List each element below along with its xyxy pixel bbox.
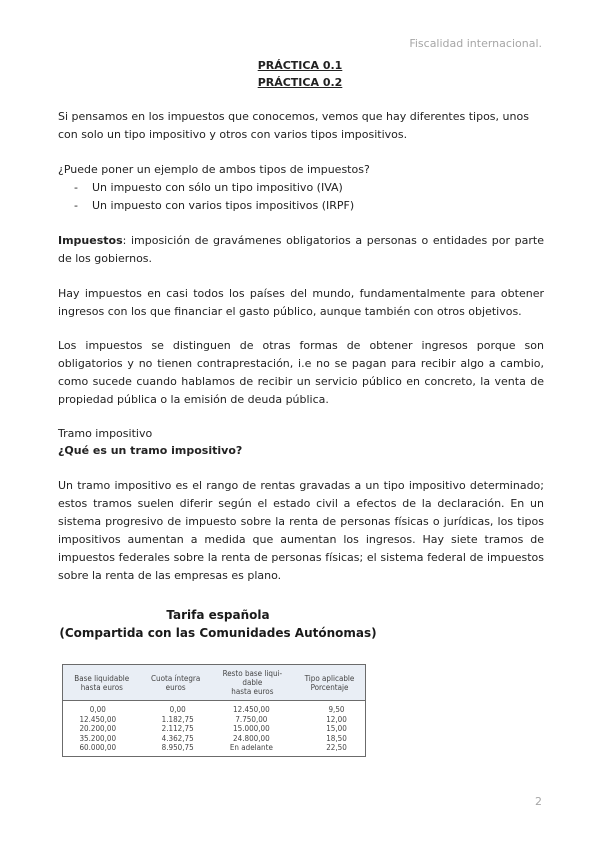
table-title-line-1: Tarifa española bbox=[166, 608, 270, 622]
list-item-text: Un impuesto con varios tipos impositivos (IRPF) bbox=[92, 199, 355, 212]
list-item-text: Un impuesto con sólo un tipo impositivo (IVA) bbox=[92, 181, 343, 194]
document-header: Fiscalidad internacional. bbox=[409, 37, 542, 50]
header-cuota-integra: Cuota íntegra euros bbox=[141, 665, 211, 701]
table-cell: 9,50 bbox=[328, 705, 345, 714]
table-cell: 0,00 bbox=[169, 705, 186, 714]
list-dash: - bbox=[74, 199, 78, 212]
table-cell: 1.182,75 bbox=[161, 714, 194, 724]
table-cell: 12.450,00 bbox=[79, 714, 117, 724]
table-cell: 12.450,00 bbox=[233, 705, 270, 714]
list-dash: - bbox=[74, 181, 78, 194]
table-cell: 18,50 bbox=[326, 733, 347, 743]
table-cell: 22,50 bbox=[326, 743, 347, 752]
table-cell: 60.000,00 bbox=[79, 743, 117, 752]
intro-paragraph: Si pensamos en los impuestos que conocemos, vemos que hay diferentes tipos, unos con solo un tipo impositivo y otros con varios tipos impositivos. bbox=[58, 110, 529, 141]
table-row bbox=[63, 724, 366, 734]
paragraph-countries: Hay impuestos en casi todos los países del mundo, fundamentalmente para obtener ingresos con los que financiar el gasto público, aunque también con otros objetivos. bbox=[58, 287, 544, 318]
paragraph-tramo-definition: Un tramo impositivo es el rango de rentas gravadas a un tipo impositivo determinado; estos tramos suelen diferir según el estado civil a efectos de la declaración. En un sistema progresivo de impuesto sobre la renta de personas físicas o jurídicas, los tipos impositivos aumentan a medida que aumentan los ingresos. Hay siete tramos de impuestos federales sobre la renta de personas físicas; el sistema federal de impuestos sobre la renta de las empresas es plano. bbox=[58, 479, 544, 582]
table-cell: 2.112,75 bbox=[161, 724, 194, 733]
table-cell: 0,00 bbox=[89, 705, 106, 714]
table-cell: 15.000,00 bbox=[233, 724, 270, 733]
table-cell: 24.800,00 bbox=[233, 733, 270, 743]
table-cell: 15,00 bbox=[326, 724, 347, 733]
paragraph-distinction: Los impuestos se distinguen de otras formas de obtener ingresos porque son obligatorios y no tienen contraprestación, i.e no se pagan para recibir algo a cambio, como sucede cuando hablamos de recibir un servicio público en concreto, la venta de propiedad pública o la emisión de deuda pública. bbox=[58, 339, 544, 406]
header-resto-base: Resto base liqui- dable hasta euros bbox=[211, 665, 294, 701]
table-title-line-2: (Compartida con las Comunidades Autónomas) bbox=[59, 626, 377, 640]
table-row bbox=[63, 715, 366, 725]
table-cell: 4.362,75 bbox=[161, 733, 194, 743]
table-row bbox=[63, 701, 366, 715]
impuestos-definition bbox=[58, 232, 544, 268]
practice-title-1: PRÁCTICA 0.1 bbox=[257, 59, 343, 72]
impuestos-definition-text: : imposición de gravámenes obligatorios a personas o entidades por parte de los gobiernos. bbox=[58, 234, 544, 265]
table-cell: 20.200,00 bbox=[79, 724, 117, 733]
table-header-row bbox=[63, 665, 366, 701]
table-cell: 12,00 bbox=[326, 714, 347, 724]
list-item bbox=[74, 179, 343, 197]
tax-rate-table bbox=[62, 664, 366, 757]
table-cell: En adelante bbox=[229, 743, 273, 752]
tramo-question: ¿Qué es un tramo impositivo? bbox=[58, 444, 243, 457]
table-row bbox=[63, 743, 366, 756]
question-example: ¿Puede poner un ejemplo de ambos tipos de impuestos? bbox=[58, 163, 370, 176]
header-base-liquidable: Base liquidable hasta euros bbox=[63, 665, 141, 701]
table-cell: 7.750,00 bbox=[235, 714, 268, 724]
impuestos-term: Impuestos bbox=[58, 234, 123, 247]
header-tipo-aplicable: Tipo aplicable Porcentaje bbox=[294, 665, 366, 701]
page-number: 2 bbox=[535, 795, 542, 808]
table-row bbox=[63, 734, 366, 744]
practice-title-2: PRÁCTICA 0.2 bbox=[257, 76, 343, 89]
tramo-label: Tramo impositivo bbox=[58, 427, 153, 440]
table-cell: 8.950,75 bbox=[161, 743, 194, 752]
table-cell: 35.200,00 bbox=[79, 733, 117, 743]
list-item bbox=[74, 197, 354, 215]
